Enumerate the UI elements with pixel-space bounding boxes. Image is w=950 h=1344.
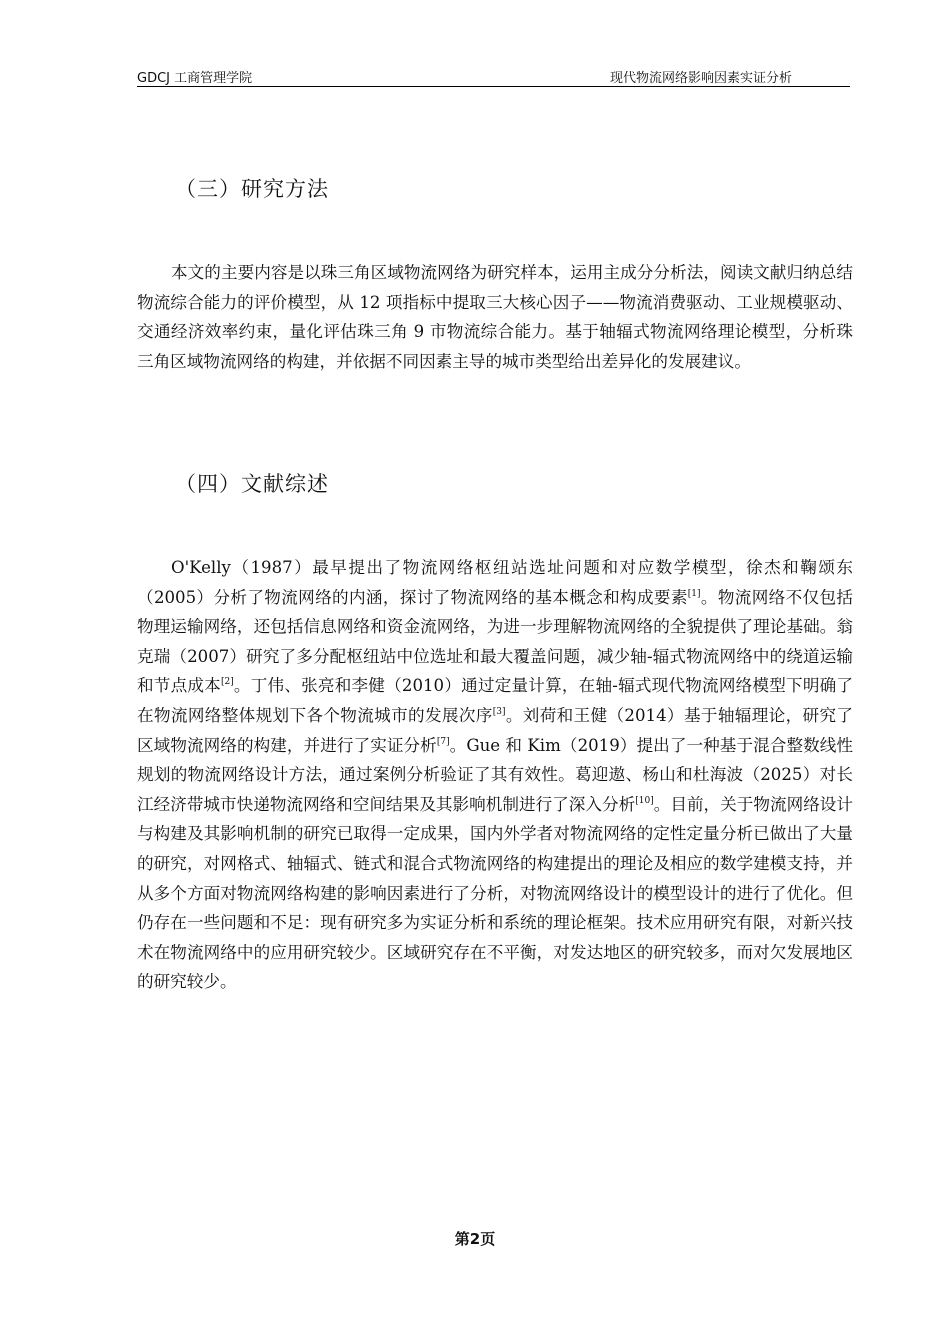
lit-text-6: 。目前，关于物流网络设计与构建及其影响机制的研究已取得一定成果，国内外学者对物流网络的定性定量分析已做出了大量的研究，对网格式、轴辐式、链式和混合式物流网络的构建提出的理论及相应的数学建模支持，并从多个方面对物流网络构建的影响因素进行了分析，对物流网络设计的模型设计的进行了优化。但仍存在一些问题和不足：现有研究多为实证分析和系统的理论框架。技术应用研究有限，对新兴技术在物流网络中的应用研究较少。区域研究存在不平衡，对发达地区的研究较多，而对欠发展地区的研究较少。 — [137, 794, 854, 992]
citation-ref: [7] — [436, 736, 450, 747]
citation-ref: [3] — [492, 706, 506, 717]
citation-ref: [10] — [635, 795, 654, 806]
section-heading-methods: （三）研究方法 — [175, 177, 329, 201]
lit-text-4: 。刘荷和王健（2014）基于轴辐理论，研究了区域物流网络的构建，并进行了实证分析 — [137, 705, 853, 755]
page-header — [137, 64, 850, 87]
lit-text-2: 。物流网络不仅包括物理运输网络，还包括信息网络和资金流网络，为进一步理解物流网络的全貌提供了理论基础。翁克瑞（2007）研究了多分配枢纽站中位选址和最大覆盖问题，减少轴-辐式物流网络中的绕道运输和节点成本 — [137, 587, 854, 696]
literature-paragraph — [137, 553, 853, 997]
page-number: 第2页 — [454, 1230, 496, 1248]
section-heading-literature: （四）文献综述 — [175, 472, 329, 496]
lit-text-5: 。Gue 和 Kim（2019）提出了一种基于混合整数线性规划的物流网络设计方法，通过案例分析验证了其有效性。葛迎遨、杨山和杜海波（2025）对长江经济带城市快递物流网络和空间结果及其影响机制进行了深入分析 — [137, 735, 854, 814]
header-title: 现代物流网络影响因素实证分析 — [609, 71, 792, 86]
citation-ref: [1] — [687, 588, 701, 599]
citation-ref: [2] — [220, 677, 234, 688]
methods-paragraph — [137, 258, 853, 376]
lit-text-1: O'Kelly（1987）最早提出了物流网络枢纽站选址问题和对应数学模型，徐杰和鞠颂东（2005）分析了物流网络的内涵，探讨了物流网络的基本概念和构成要素 — [137, 558, 853, 607]
lit-text-3: 。丁伟、张亮和李健（2010）通过定量计算，在轴-辐式现代物流网络模型下明确了在物流网络整体规划下各个物流城市的发展次序 — [137, 676, 854, 725]
methods-text: 本文的主要内容是以珠三角区域物流网络为研究样本，运用主成分分析法，阅读文献归纳总结物流综合能力的评价模型，从 12 项指标中提取三大核心因子——物流消费驱动、工业规模驱动、交通经济效率约束，量化评估珠三角 9 市物流综合能力。基于轴辐式物流网络理论模型，分析珠三角区域物流网络的构建，并依据不同因素主导的城市类型给出差异化的发展建议。 — [137, 263, 853, 371]
header-institution: GDCJ 工商管理学院 — [137, 71, 253, 86]
